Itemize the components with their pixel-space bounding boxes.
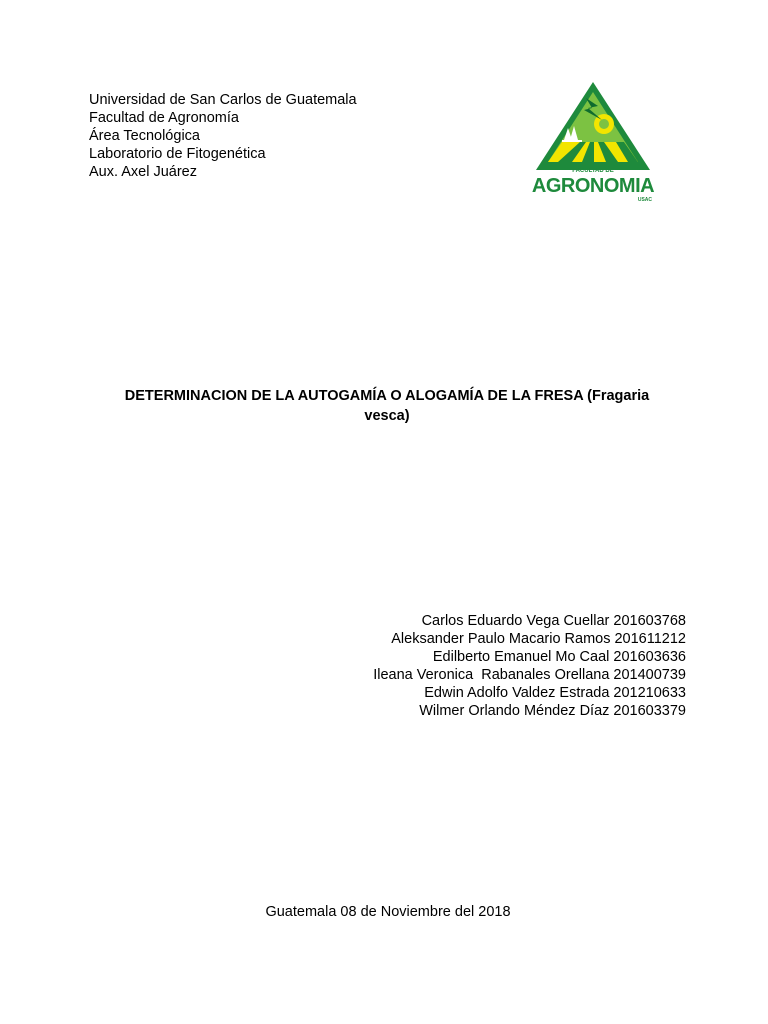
authors-list xyxy=(373,612,686,720)
author-item: Aleksander Paulo Macario Ramos 201611212 xyxy=(391,631,686,647)
faculty-name: Facultad de Agronomía xyxy=(89,110,239,126)
agronomia-logo xyxy=(528,78,658,208)
author-item: Edwin Adolfo Valdez Estrada 201210633 xyxy=(424,685,686,701)
laboratory-name: Laboratorio de Fitogenética xyxy=(89,146,266,162)
document-title xyxy=(100,386,674,426)
institution-header xyxy=(89,91,357,181)
university-name: Universidad de San Carlos de Guatemala xyxy=(89,92,357,108)
author-item: Ileana Veronica Rabanales Orellana 201400739 xyxy=(373,667,686,683)
title-line-1: DETERMINACION DE LA AUTOGAMÍA O ALOGAMÍA DE LA FRESA (Fragaria xyxy=(124,388,650,404)
author-item: Edilberto Emanuel Mo Caal 201603636 xyxy=(432,649,686,665)
document-date: Guatemala 08 de Noviembre del 2018 xyxy=(265,904,511,920)
author-item: Wilmer Orlando Méndez Díaz 201603379 xyxy=(419,703,686,719)
assistant-name: Aux. Axel Juárez xyxy=(89,164,197,180)
logo-main-text: AGRONOMIA xyxy=(531,175,655,197)
logo-top-text: FACULTAD DE xyxy=(572,168,614,174)
area-name: Área Tecnológica xyxy=(89,128,200,144)
author-item: Carlos Eduardo Vega Cuellar 201603768 xyxy=(421,613,686,629)
title-line-2: vesca) xyxy=(364,408,410,424)
logo-sub-text: USAC xyxy=(637,197,652,203)
